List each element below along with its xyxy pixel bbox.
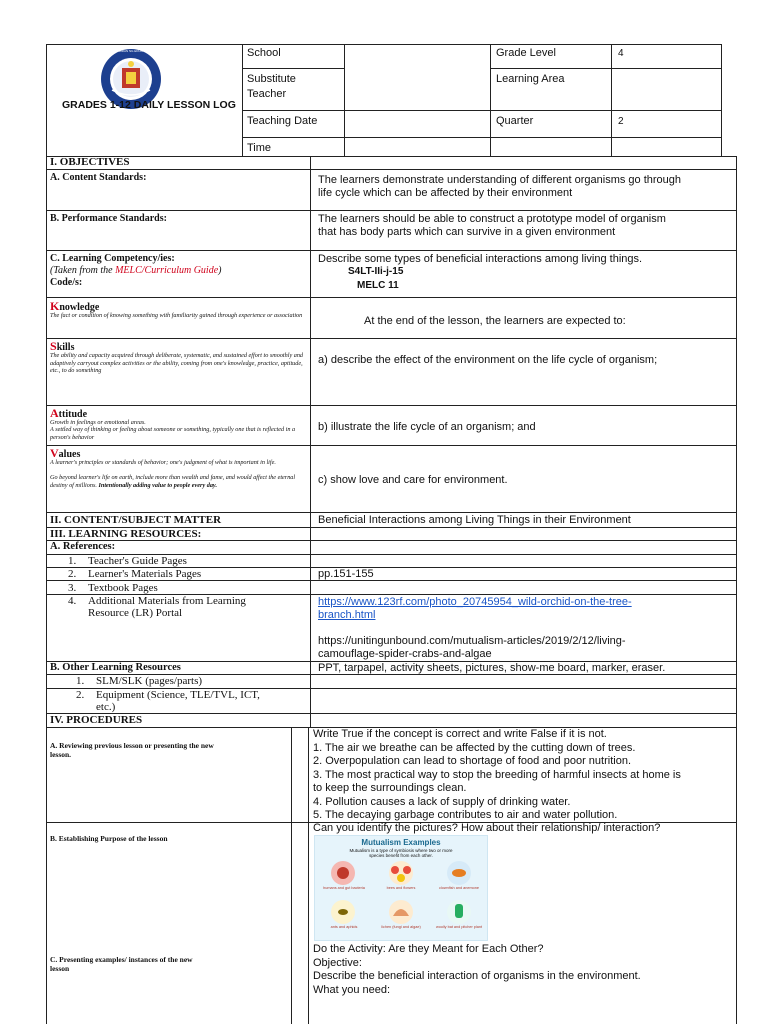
caption-0: humans and gut bacteria (323, 886, 365, 890)
value-quarter: 2 (618, 116, 624, 127)
procedures-heading: IV. PROCEDURES (50, 714, 143, 726)
competency-label: C. Learning Competency/ies: (50, 253, 175, 264)
procedure-c-line-2: Describe the beneficial interaction of organisms in the environment. (313, 970, 641, 982)
resource-link-1b[interactable]: branch.html (318, 609, 376, 621)
other-2-num: 2. (76, 689, 85, 701)
seal-text: KAGAWARAN NG EDUKASYON (108, 50, 154, 53)
mutualism-image-subtitle-2: species benefit from each other. (369, 853, 433, 858)
value-grade-level: 4 (618, 48, 624, 59)
ref-4-num: 4. (68, 595, 77, 607)
procedure-a-line-5: 4. Pollution causes a lack of supply of drinking water. (313, 796, 571, 808)
caption-4: lichen (fungi and algae) (381, 925, 421, 929)
mutualism-image-subtitle-1: Mutualism is a type of symbiosis where two or more (349, 848, 453, 853)
competency-code-2: MELC 11 (357, 280, 399, 291)
attitude-definition-1: Growth in feelings or emotional areas. (50, 419, 146, 426)
label-substitute-2: Teacher (247, 88, 287, 100)
knowledge-heading: Knowledge (50, 299, 100, 313)
other-resources-label: B. Other Learning Resources (50, 662, 181, 673)
procedure-a-label-1: A. Reviewing previous lesson or presenting the new (50, 741, 214, 750)
procedure-a-line-3: 3. The most practical way to stop the breeding of harmful insects at home is (313, 769, 681, 781)
resource-link-2a: https://unitingunbound.com/mutualism-articles/2019/2/12/living- (318, 635, 626, 647)
ref-3-label: Textbook Pages (88, 582, 158, 594)
procedure-c-label-1: C. Presenting examples/ instances of the new (50, 955, 193, 964)
content-standards-text-1: The learners demonstrate understanding of different organisms go through (318, 174, 682, 186)
procedure-a-label-2: lesson. (50, 750, 72, 759)
objectives-heading: I. OBJECTIVES (50, 156, 130, 168)
label-time: Time (247, 142, 272, 154)
page-title: GRADES 1-12 DAILY LESSON LOG (62, 99, 236, 111)
performance-standards-text-1: The learners should be able to construct a prototype model of organism (318, 213, 666, 225)
resources-heading: III. LEARNING RESOURCES: (50, 528, 202, 540)
other-1-num: 1. (76, 675, 85, 687)
content-standards-text-2: life cycle which can be affected by their environment (318, 187, 573, 199)
procedure-a-line-6: 5. The decaying garbage contributes to air and water pollution. (313, 809, 618, 821)
procedure-a-line-1: 1. The air we breathe can be affected by the cutting down of trees. (313, 742, 636, 754)
values-text: c) show love and care for environment. (318, 474, 508, 486)
values-definition-2: Go beyond learner's life on earth, include more than wealth and fame, and would affect the eternal destiny of millions. Intentionally adding value to people every day. (50, 474, 296, 489)
competency-text: Describe some types of beneficial interactions among living things. (318, 253, 643, 265)
attitude-heading: Attitude (50, 406, 88, 420)
skills-heading: Skills (50, 339, 75, 353)
caption-1: bees and flowers (386, 886, 416, 890)
codes-label: Code/s: (50, 277, 83, 288)
skills-text: a) describe the effect of the environment on the life cycle of organism; (318, 354, 658, 366)
competency-taken-from: (Taken from the MELC/Curriculum Guide) (50, 265, 222, 276)
procedure-b-question: Can you identify the pictures? How about their relationship/ interaction? (313, 822, 661, 834)
knowledge-definition: The fact or condition of knowing something with familiarity gained through experience or association (50, 312, 303, 319)
ref-2-label: Learner's Materials Pages (88, 568, 202, 580)
mutualism-image-title: Mutualism Examples (361, 838, 441, 847)
procedure-a-line-0: Write True if the concept is correct and write False if it is not. (313, 728, 607, 740)
resource-link-1a[interactable]: https://www.123rf.com/photo_20745954_wild-orchid-on-the-tree- (318, 596, 632, 608)
procedure-a-line-2: 2. Overpopulation can lead to shortage of food and poor nutrition. (313, 755, 631, 767)
procedure-c-line-0: Do the Activity: Are they Meant for Each Other? (313, 943, 544, 955)
mutualism-image (314, 835, 488, 941)
caption-5: woolly bat and pitcher plant (435, 925, 482, 929)
values-definition-1: A learner's principles or standards of behavior; one's judgment of what is important in life. (50, 459, 276, 466)
content-text: Beneficial Interactions among Living Things in their Environment (318, 514, 631, 526)
procedure-c-line-3: What you need: (313, 984, 391, 996)
attitude-definition-2: A settled way of thinking or feeling about someone or something, typically one that is reflected in a person's behavior (50, 426, 296, 441)
skills-definition: The ability and capacity acquired through deliberate, systematic, and sustained effort to smoothly and adaptively carryout complex activities or the ability, coming from one's knowledge, practice, aptitude, etc., to do something (50, 352, 304, 375)
other-resources-text: PPT, tarpapel, activity sheets, pictures, show-me board, marker, eraser. (318, 662, 666, 674)
procedure-c-label-2: lesson (50, 964, 70, 973)
knowledge-text: At the end of the lesson, the learners are expected to: (364, 315, 626, 327)
label-teaching-date: Teaching Date (247, 115, 318, 127)
content-heading: II. CONTENT/SUBJECT MATTER (50, 514, 222, 526)
ref-4-label-1: Additional Materials from Learning (88, 595, 246, 607)
label-learning-area: Learning Area (496, 73, 565, 85)
resource-link-2b: camouflage-spider-crabs-and-algae (318, 648, 492, 660)
procedure-b-label: B. Establishing Purpose of the lesson (50, 834, 168, 843)
attitude-text: b) illustrate the life cycle of an organism; and (318, 421, 536, 433)
label-substitute-1: Substitute (247, 73, 296, 85)
caption-3: ants and aphids (330, 925, 358, 929)
procedure-a-line-4: to keep the surroundings clean. (313, 782, 467, 794)
values-heading: Values (50, 446, 81, 460)
ref-1-num: 1. (68, 555, 77, 567)
performance-standards-label: B. Performance Standards: (50, 213, 167, 224)
performance-standards-text-2: that has body parts which can survive in a given environment (318, 226, 616, 238)
other-1-label: SLM/SLK (pages/parts) (96, 675, 203, 687)
ref-3-num: 3. (68, 582, 77, 594)
label-school: School (247, 47, 281, 59)
ref-1-label: Teacher's Guide Pages (88, 555, 187, 567)
label-quarter: Quarter (496, 115, 534, 127)
other-2-label-2: etc.) (96, 701, 116, 713)
references-label: A. References: (50, 541, 116, 552)
ref-4-label-2: Resource (LR) Portal (88, 607, 183, 619)
ref-2-value: pp.151-155 (318, 568, 374, 580)
label-grade-level: Grade Level (496, 47, 556, 59)
ref-2-num: 2. (68, 568, 77, 580)
competency-code-1: S4LT-IIi-j-15 (348, 266, 404, 277)
caption-2: clownfish and anemone (439, 886, 479, 890)
content-standards-label: A. Content Standards: (50, 172, 147, 183)
other-2-label-1: Equipment (Science, TLE/TVL, ICT, (96, 689, 260, 701)
procedure-c-line-1: Objective: (313, 957, 362, 969)
